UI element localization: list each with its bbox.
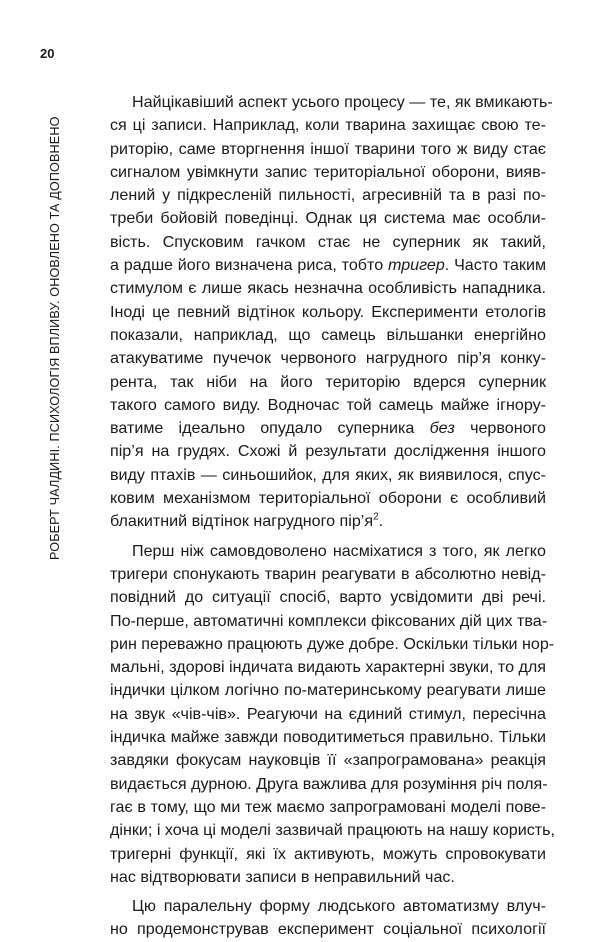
text-run: червоного — [454, 419, 546, 438]
text-line: вість. Спусковим гачком стає не суперник як такий, — [110, 232, 546, 251]
text-line: дінки; і хоча ці моделі зазвичай працюють на нашу користь, — [110, 821, 555, 840]
text-line: стимулом є лише якась незначна особливість нападника. — [110, 279, 546, 298]
text-line: пір’я на грудях. Схожі й результати дослідження іншого — [110, 442, 546, 461]
text-line: Найцікавіший аспект усього процесу — те, як вмикають- — [132, 93, 553, 111]
paragraph — [110, 895, 546, 942]
running-head: РОБЕРТ ЧАЛДИНІ. ПСИХОЛОГІЯ ВПЛИВУ. ОНОВЛЕНО ТА ДОПОВНЕНО — [48, 116, 62, 560]
paragraph — [110, 540, 555, 889]
footnote-marker: 2 — [373, 511, 379, 523]
text-line: показали, наприклад, що самець вільшанки енергійно — [110, 325, 546, 344]
text-line: на звук «чів-чів». Реагуючи на єдиний стимул, пересічна — [110, 704, 546, 723]
emphasis-word: без — [429, 419, 455, 438]
text-line: тригери спонукають тварин реагувати в абсолютно невід- — [110, 564, 546, 583]
text-line: ковим механізмом територіальної оборони є особливий — [110, 489, 546, 508]
text-line: гає в тому, що ми теж маємо запрограмовані моделі пове- — [110, 797, 546, 816]
text-line: Іноді це певний відтінок кольору. Експерименти етологів — [110, 302, 546, 321]
text-line: такого самого виду. Водночас той самець майже ігнору- — [110, 395, 546, 414]
body-text — [110, 91, 555, 942]
text-line: Перш ніж самовдоволено насміхатися з того, як легко — [132, 541, 546, 560]
text-line: завдяки фокусам науковців її «запрограмована» реакція — [110, 751, 546, 770]
text-line: По-перше, автоматичні комплекси фіксованих дій цих тва- — [110, 611, 548, 630]
text-line — [110, 417, 546, 440]
text-line: Цю паралельну форму людського автоматизму влуч- — [132, 897, 546, 916]
text-line: видається дурною. Друга важлива для розуміння річ поля- — [110, 774, 548, 793]
text-line: тригерні функції, які їх активують, можуть спровокувати — [110, 844, 546, 863]
text-line: рин переважно працюють дуже добре. Оскільки тільки нор- — [110, 634, 555, 653]
text-line: треби бойовій поведінці. Однак ця система має особли- — [110, 209, 546, 228]
text-line — [110, 510, 546, 533]
text-line: рента, так ніби на його територію вдерся суперник — [110, 372, 546, 391]
text-run: блакитний відтінок нагрудного пір’я — [110, 512, 374, 531]
text-line: сигналом увімкнути запис територіальної оборони, вияв- — [110, 162, 546, 181]
paragraph — [110, 91, 553, 534]
text-line: атакуватиме пучечок червоного нагрудного пір’я конку- — [110, 349, 546, 368]
text-run: а радше його визначена риса, тобто — [110, 256, 388, 275]
page-number: 20 — [40, 46, 55, 61]
text-line — [110, 254, 546, 277]
text-line: мальні, здорові індичата видають характерні звуки, то для — [110, 658, 546, 677]
text-run: . Часто таким — [444, 256, 547, 275]
text-run: . — [378, 512, 384, 531]
text-line: індички цілком логічно по-материнському реагувати лише — [110, 681, 546, 700]
text-line: виду птахів — синьошийок, для яких, як виявилося, спус- — [110, 465, 546, 484]
text-run: ватиме ідеально опудало суперника — [110, 419, 430, 438]
text-line: риторію, саме вторгнення іншої тварини того ж виду стає — [110, 139, 546, 158]
text-line: нас відтворювати записи в неправильний час. — [110, 867, 455, 886]
text-line: індичка майже завжди поводитиметься правильно. Тільки — [110, 728, 546, 747]
text-line: лений у підкресленій пильності, агресивній та в разі по- — [110, 186, 546, 205]
text-line: повідний до ситуації спосіб, варто усвідомити дві речі. — [110, 588, 546, 607]
emphasis-term: тригер — [387, 256, 445, 275]
text-line: ся ці записи. Наприклад, коли тварина захищає свою те- — [110, 116, 546, 135]
text-line: но продемонстрував експеримент соціальної психології — [110, 920, 546, 939]
